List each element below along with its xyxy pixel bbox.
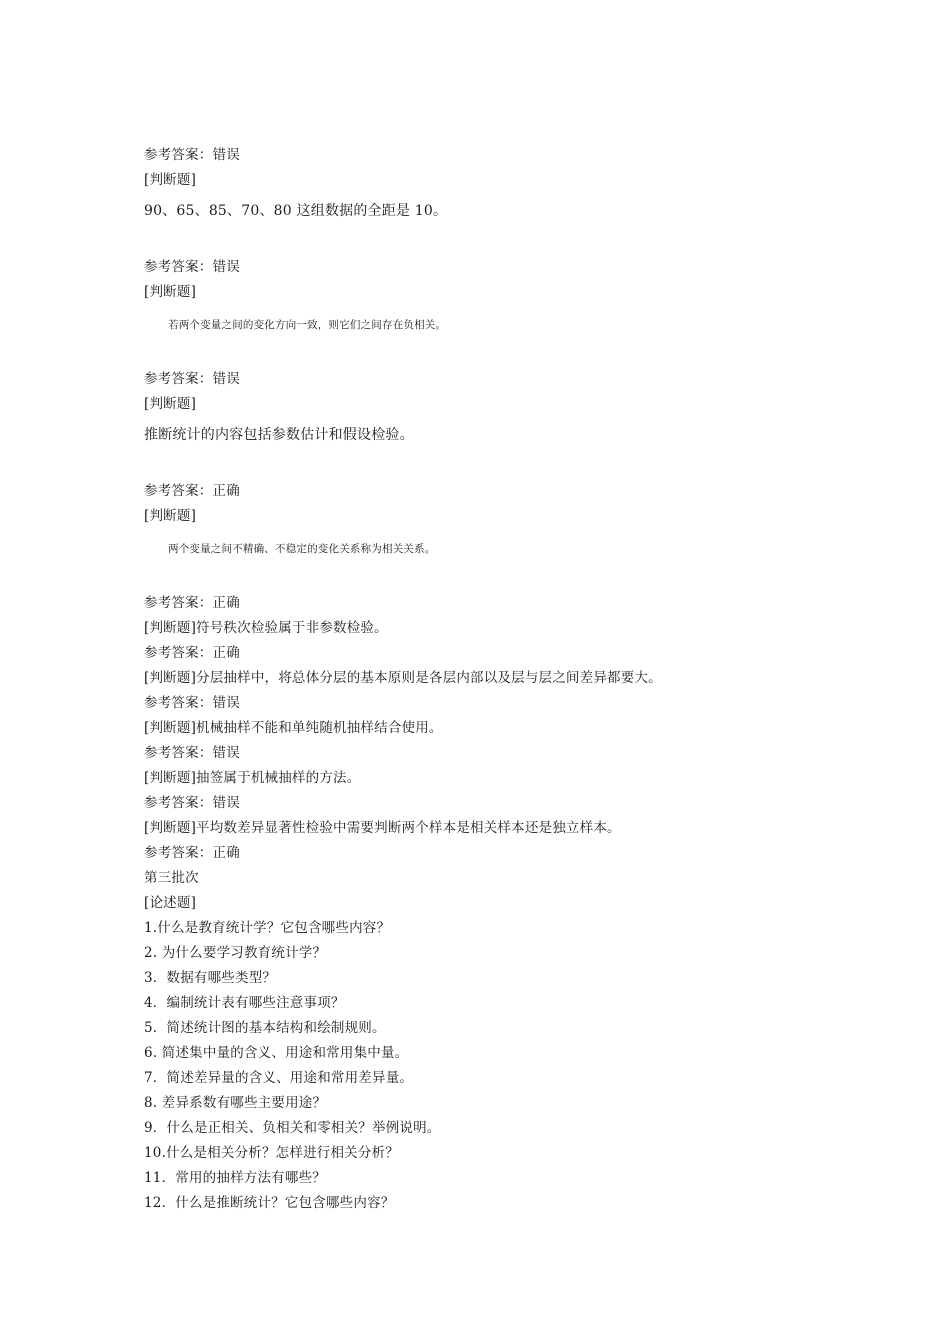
essay-question: 7．简述差异量的含义、用途和常用差异量。: [144, 1070, 414, 1086]
essay-question: 12．什么是推断统计？它包含哪些内容？: [144, 1195, 395, 1211]
question-item: [判断题]符号秩次检验属于非参数检验。: [144, 620, 388, 636]
question-text: 若两个变量之间的变化方向一致，则它们之间存在负相关。: [168, 319, 447, 331]
question-type-tag: [判断题]: [144, 396, 197, 412]
essay-question: 6. 简述集中量的含义、用途和常用集中量。: [144, 1045, 409, 1061]
answer-line: 参考答案：错误: [144, 745, 240, 761]
batch-heading: 第三批次: [144, 870, 199, 886]
essay-question: 5．简述统计图的基本结构和绘制规则。: [144, 1020, 386, 1036]
question-text: 90、65、85、70、80 这组数据的全距是 10。: [144, 203, 448, 219]
essay-question: 11．常用的抽样方法有哪些？: [144, 1170, 326, 1186]
answer-line: 参考答案：错误: [144, 259, 240, 275]
answer-line: 参考答案：错误: [144, 147, 240, 163]
question-type-tag: [判断题]: [144, 508, 197, 524]
answer-line: 参考答案：错误: [144, 371, 240, 387]
essay-question: 2. 为什么要学习教育统计学？: [144, 945, 327, 961]
answer-line: 参考答案：错误: [144, 695, 240, 711]
answer-line: 参考答案：正确: [144, 645, 240, 661]
question-type-tag: [判断题]: [144, 284, 197, 300]
answer-line: 参考答案：正确: [144, 595, 240, 611]
essay-question: 9．什么是正相关、负相关和零相关？举例说明。: [144, 1120, 441, 1136]
question-type-tag: [论述题]: [144, 895, 197, 911]
question-item: [判断题]机械抽样不能和单纯随机抽样结合使用。: [144, 720, 443, 736]
answer-line: 参考答案：正确: [144, 483, 240, 499]
essay-question: 1.什么是教育统计学？它包含哪些内容？: [144, 920, 391, 936]
question-text: 推断统计的内容包括参数估计和假设检验。: [144, 427, 414, 443]
essay-question: 4．编制统计表有哪些注意事项？: [144, 995, 345, 1011]
essay-question: 10.什么是相关分析？怎样进行相关分析？: [144, 1145, 399, 1161]
essay-question: 3．数据有哪些类型？: [144, 970, 277, 986]
question-text: 两个变量之间不精确、不稳定的变化关系称为相关关系。: [168, 543, 436, 555]
essay-question: 8. 差异系数有哪些主要用途？: [144, 1095, 327, 1111]
question-item: [判断题]平均数差异显著性检验中需要判断两个样本是相关样本还是独立样本。: [144, 820, 621, 836]
question-item: [判断题]分层抽样中，将总体分层的基本原则是各层内部以及层与层之间差异都要大。: [144, 670, 662, 686]
answer-line: 参考答案：错误: [144, 795, 240, 811]
answer-line: 参考答案：正确: [144, 845, 240, 861]
question-item: [判断题]抽签属于机械抽样的方法。: [144, 770, 361, 786]
question-type-tag: [判断题]: [144, 172, 197, 188]
